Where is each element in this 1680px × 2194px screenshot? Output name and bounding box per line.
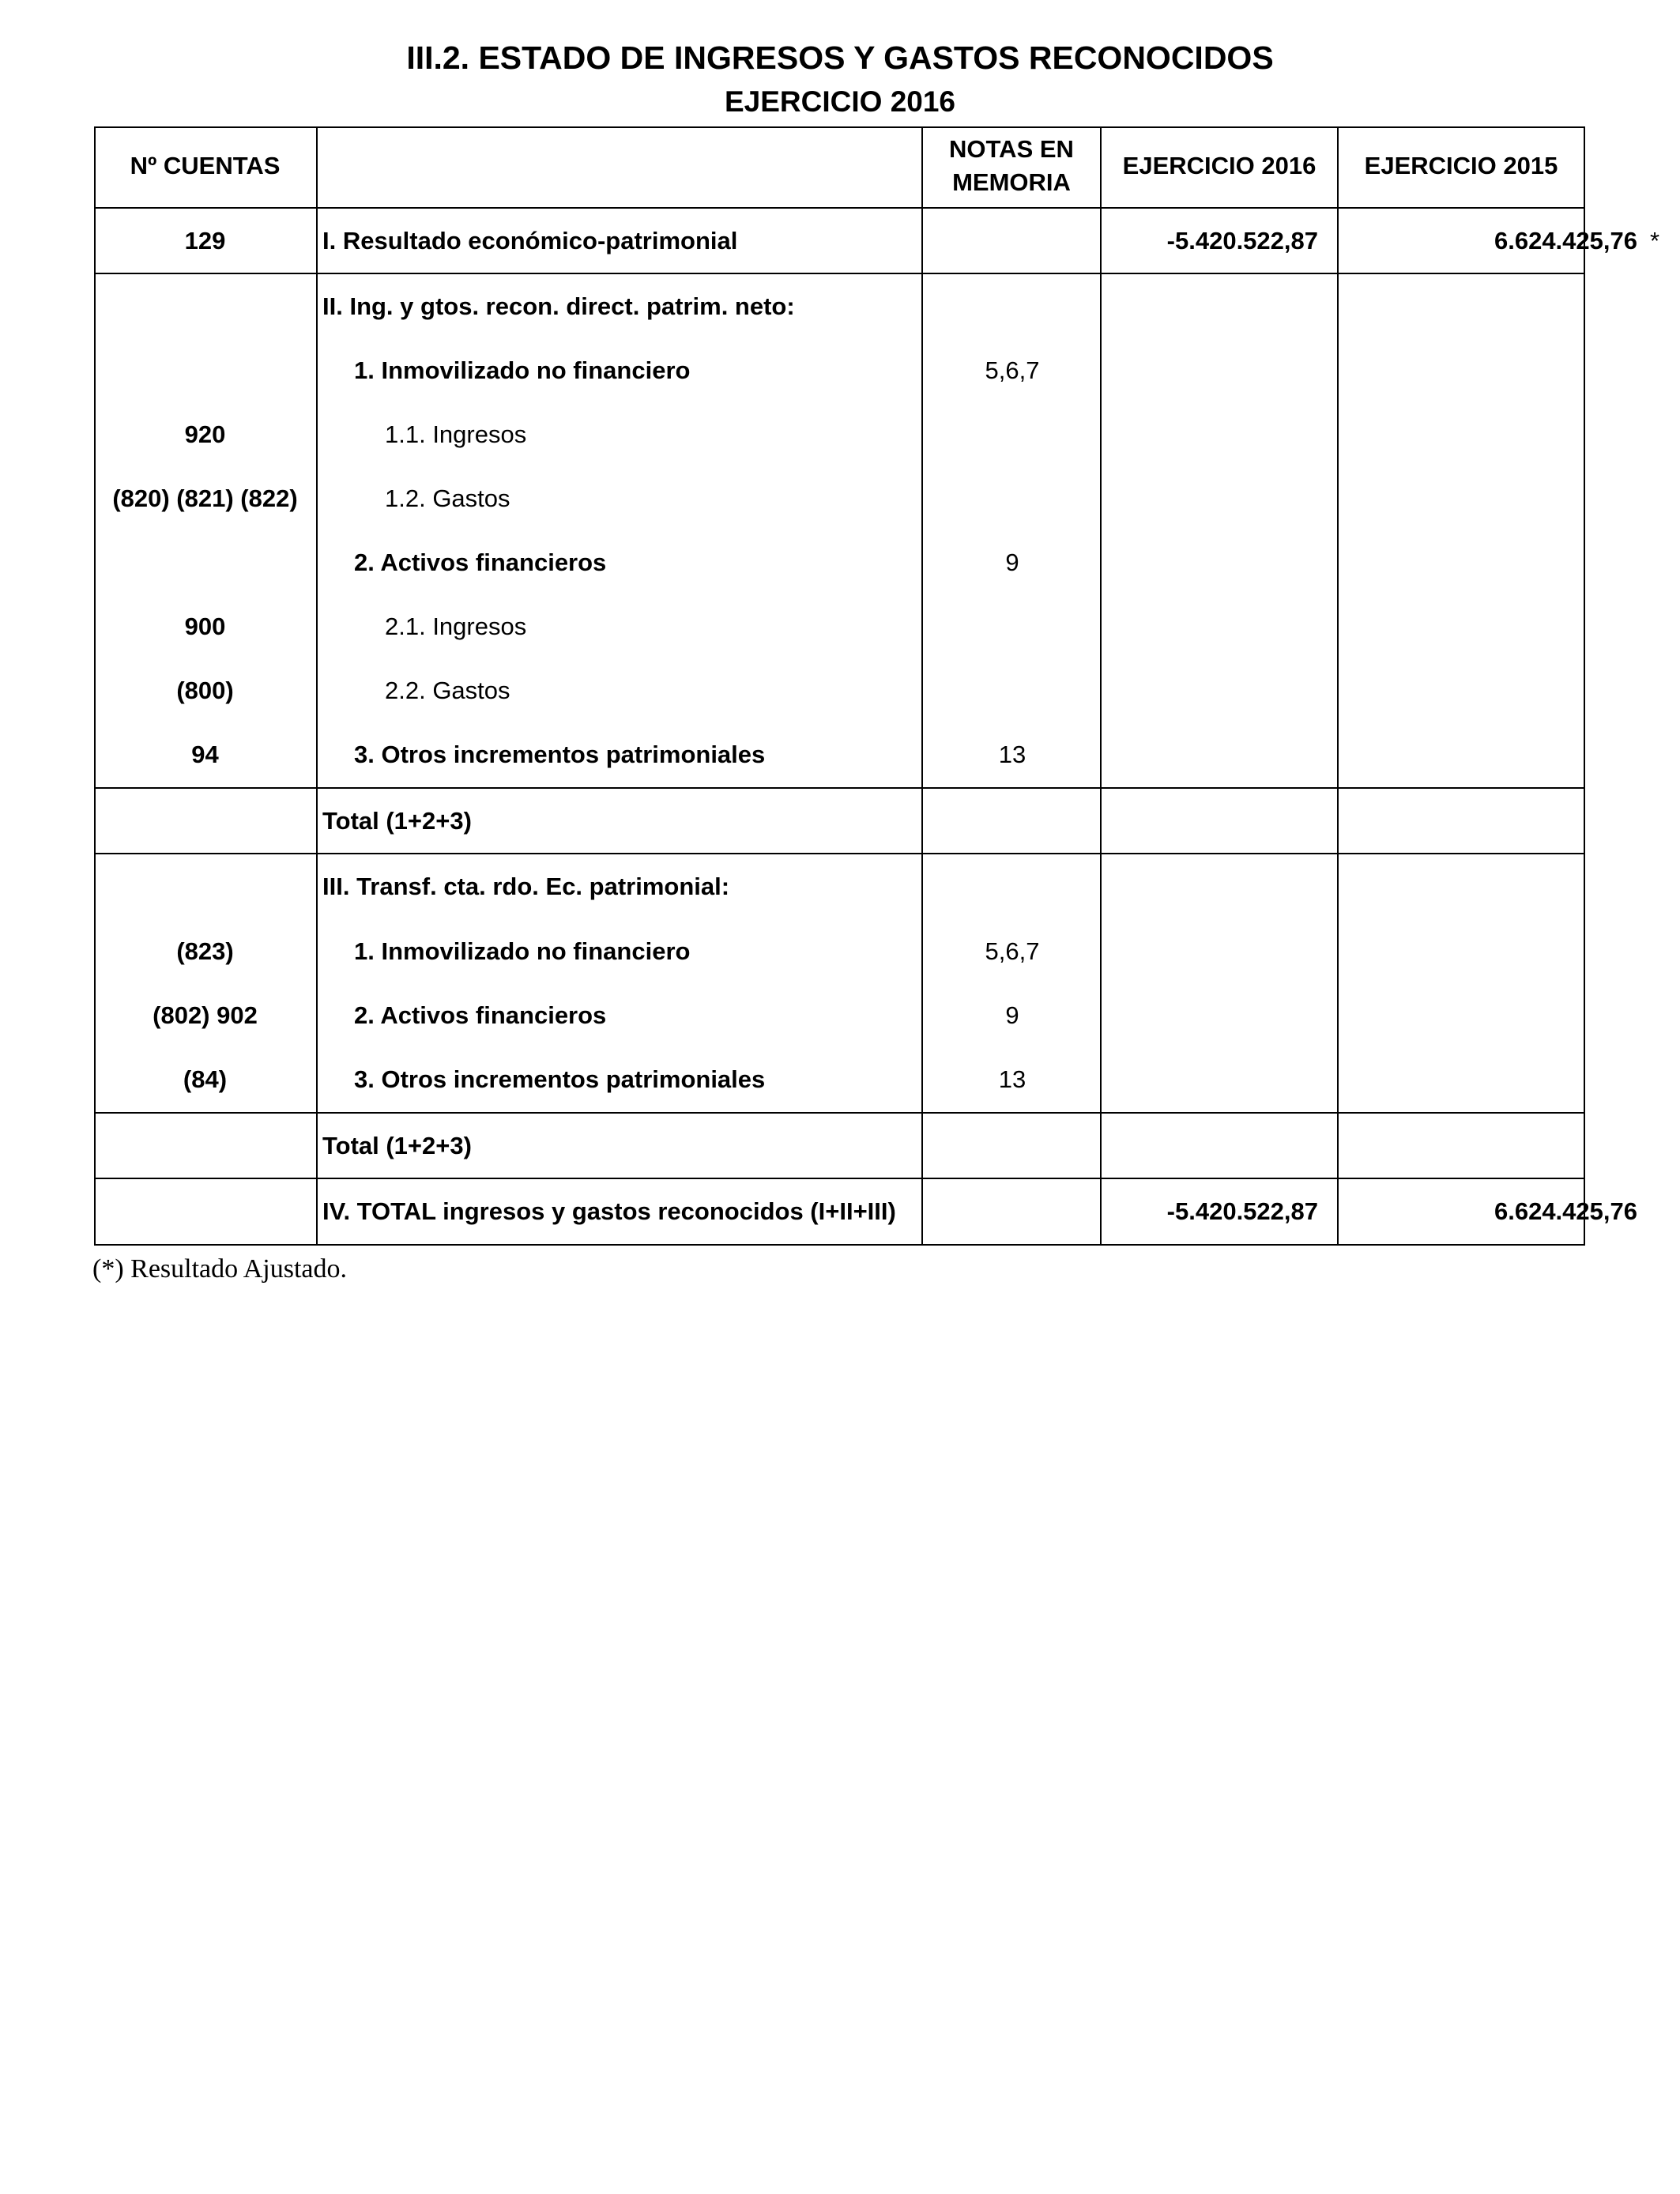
row-note: 5,6,7 xyxy=(985,937,1040,965)
account-code: (802) 902 xyxy=(153,1001,258,1029)
header-notes-line2: MEMORIA xyxy=(952,168,1071,196)
row-note: 5,6,7 xyxy=(985,356,1040,384)
table-rule xyxy=(1337,126,1339,1246)
row-label: 3. Otros incrementos patrimoniales xyxy=(354,1065,766,1093)
row-label: 1.1. Ingresos xyxy=(385,420,527,448)
row-note xyxy=(923,658,1102,722)
account-code: (823) xyxy=(176,937,234,965)
header-notes xyxy=(923,126,1100,205)
row-label: 3. Otros incrementos patrimoniales xyxy=(354,741,766,768)
statement-table xyxy=(94,126,1660,1246)
row-note: 13 xyxy=(998,1065,1026,1093)
account-code: (800) xyxy=(176,677,234,704)
row-label: Total (1+2+3) xyxy=(322,1132,472,1159)
row-note xyxy=(923,466,1102,530)
row-label: Total (1+2+3) xyxy=(322,807,472,835)
header-description xyxy=(316,126,921,205)
value-2016: -5.420.522,87 xyxy=(1166,227,1318,254)
row-note: 9 xyxy=(1005,1001,1019,1029)
value-2015: 6.624.425,76 xyxy=(1494,1197,1637,1225)
row-label: 1. Inmovilizado no financiero xyxy=(354,937,691,965)
footnote: (*) Resultado Ajustado. xyxy=(92,1254,348,1284)
account-code: (820) (821) (822) xyxy=(112,484,298,512)
row-label: 2.2. Gastos xyxy=(385,677,510,704)
row-note xyxy=(923,402,1102,466)
account-code: 920 xyxy=(184,420,226,448)
row-label: II. Ing. y gtos. recon. direct. patrim. neto: xyxy=(322,292,795,320)
account-code xyxy=(94,338,316,402)
row-label: 2.1. Ingresos xyxy=(385,613,527,640)
row-note xyxy=(923,274,1102,338)
row-label: 2. Activos financieros xyxy=(354,1001,607,1029)
account-code: 129 xyxy=(184,227,226,254)
account-code xyxy=(94,530,316,594)
row-label: IV. TOTAL ingresos y gastos reconocidos (I+II+III) xyxy=(322,1197,896,1225)
account-code: (84) xyxy=(183,1065,228,1093)
header-accounts: Nº CUENTAS xyxy=(130,152,281,179)
header-year-2016: EJERCICIO 2016 xyxy=(1122,152,1317,179)
row-note xyxy=(923,209,1102,273)
row-label: 1.2. Gastos xyxy=(385,484,510,512)
row-label: I. Resultado económico-patrimonial xyxy=(322,227,738,254)
page-subtitle: EJERCICIO 2016 xyxy=(724,85,956,118)
header-notes-line1: NOTAS EN xyxy=(949,135,1074,163)
table-rule xyxy=(316,126,318,1246)
row-note xyxy=(923,594,1102,658)
row-label: 1. Inmovilizado no financiero xyxy=(354,356,691,384)
table-rule xyxy=(94,1244,1585,1246)
account-code xyxy=(94,274,316,338)
adjusted-marker: * xyxy=(1649,227,1660,254)
row-note: 9 xyxy=(1005,548,1019,576)
account-code: 94 xyxy=(191,741,219,768)
table-rule xyxy=(1584,126,1585,1246)
account-code: 900 xyxy=(184,613,226,640)
value-2015: 6.624.425,76 xyxy=(1494,227,1637,254)
page-title: III.2. ESTADO DE INGRESOS Y GASTOS RECONOCIDOS xyxy=(406,40,1274,76)
row-label: 2. Activos financieros xyxy=(354,548,607,576)
row-note: 13 xyxy=(998,741,1026,768)
header-year-2015: EJERCICIO 2015 xyxy=(1364,152,1558,179)
value-2016: -5.420.522,87 xyxy=(1166,1197,1318,1225)
row-label: III. Transf. cta. rdo. Ec. patrimonial: xyxy=(322,873,730,900)
